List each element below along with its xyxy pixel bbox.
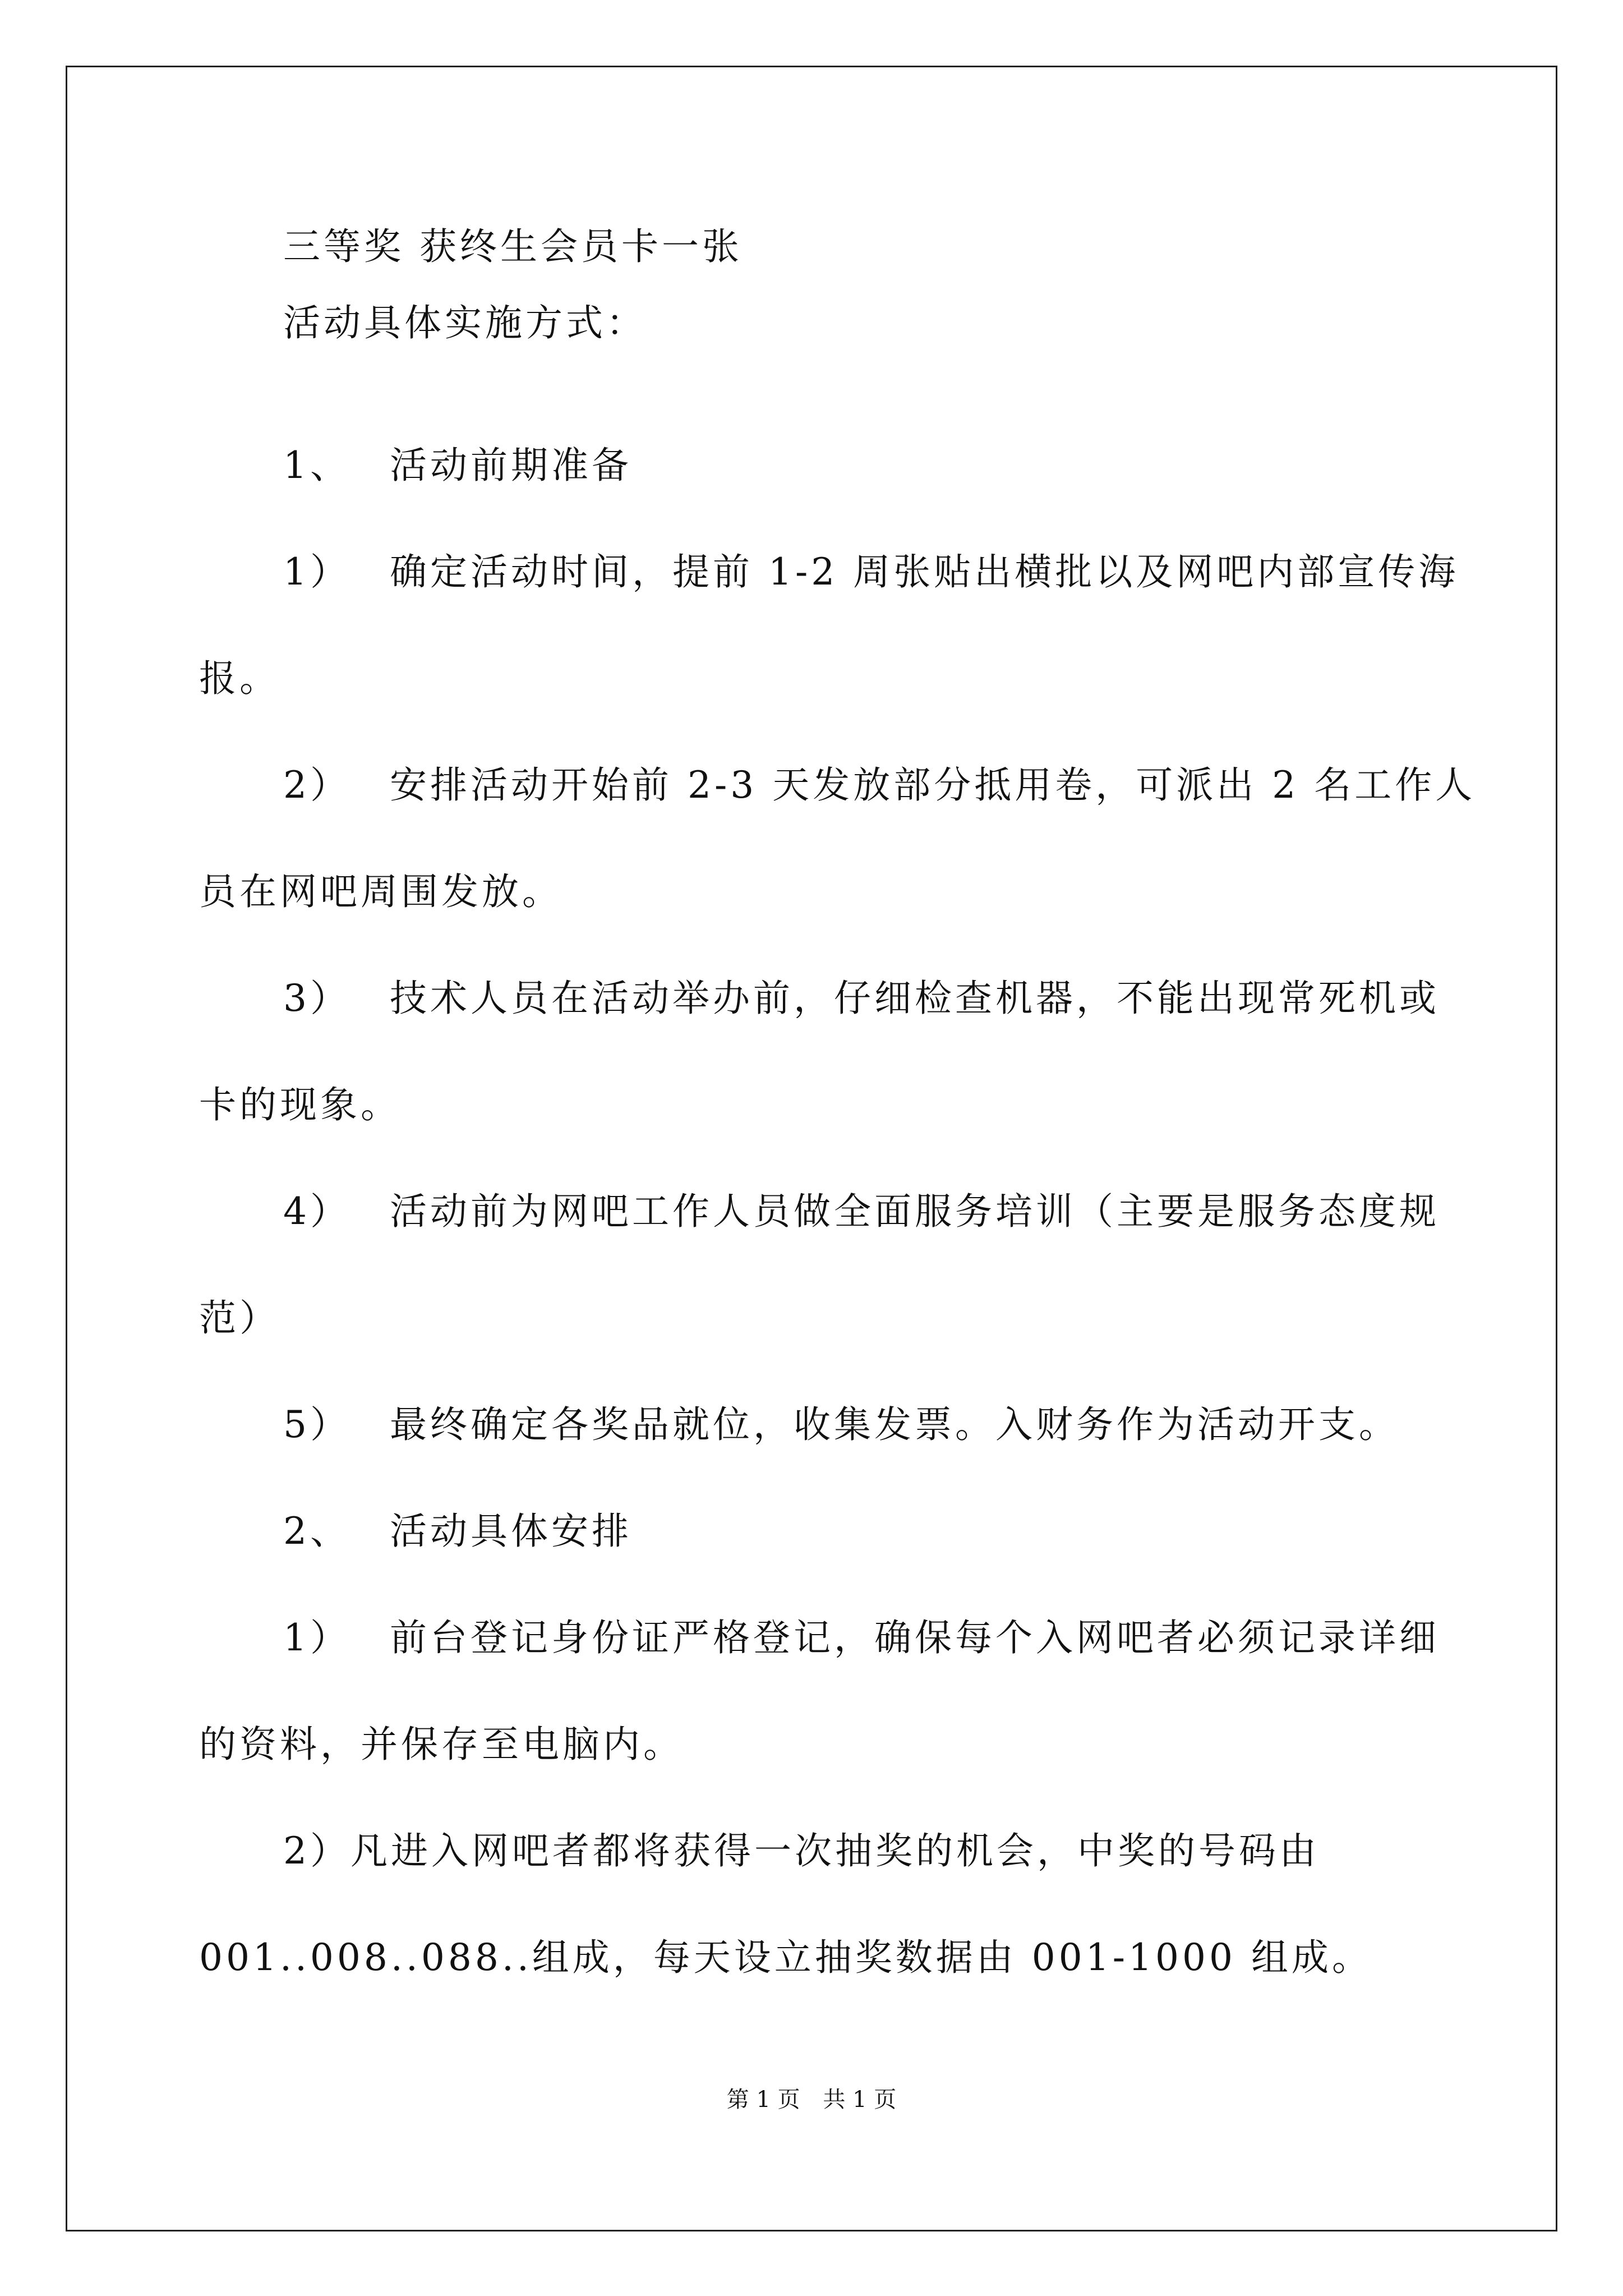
list-item-continuation: 员在网吧周围发放。 [199,870,562,913]
list-item: 5） 最终确定各奖品就位，收集发票。入财务作为活动开支。 [283,1403,1399,1446]
page-total: 共 1 页 [823,2087,897,2113]
list-item: 2）凡进入网吧者都将获得一次抽奖的机会，中奖的号码由 [283,1829,1320,1872]
list-item-continuation: 范） [199,1296,280,1340]
list-item-continuation: 的资料，并保存至电脑内。 [199,1723,684,1766]
section-heading: 1、 活动前期准备 [283,444,632,487]
body-line: 三等奖 获终生会员卡一张 [283,225,743,268]
page-footer [0,2086,1623,2114]
list-item: 1） 确定活动时间，提前 1-2 周张贴出横批以及网吧内部宣传海 [283,550,1459,593]
list-item-continuation: 001..008..088..组成，每天设立抽奖数据由 001-1000 组成。 [199,1936,1372,1979]
list-item: 4） 活动前为网吧工作人员做全面服务培训（主要是服务态度规 [283,1190,1440,1233]
list-item: 2） 安排活动开始前 2-3 天发放部分抵用卷，可派出 2 名工作人 [283,763,1476,807]
list-item: 1） 前台登记身份证严格登记，确保每个入网吧者必须记录详细 [283,1616,1440,1659]
list-item-continuation: 报。 [199,657,280,700]
list-item: 3） 技术人员在活动举办前，仔细检查机器，不能出现常死机或 [283,977,1440,1020]
section-heading: 2、 活动具体安排 [283,1510,632,1553]
list-item-continuation: 卡的现象。 [199,1083,401,1126]
page-number: 第 1 页 [726,2087,800,2113]
body-line: 活动具体实施方式： [283,301,647,344]
